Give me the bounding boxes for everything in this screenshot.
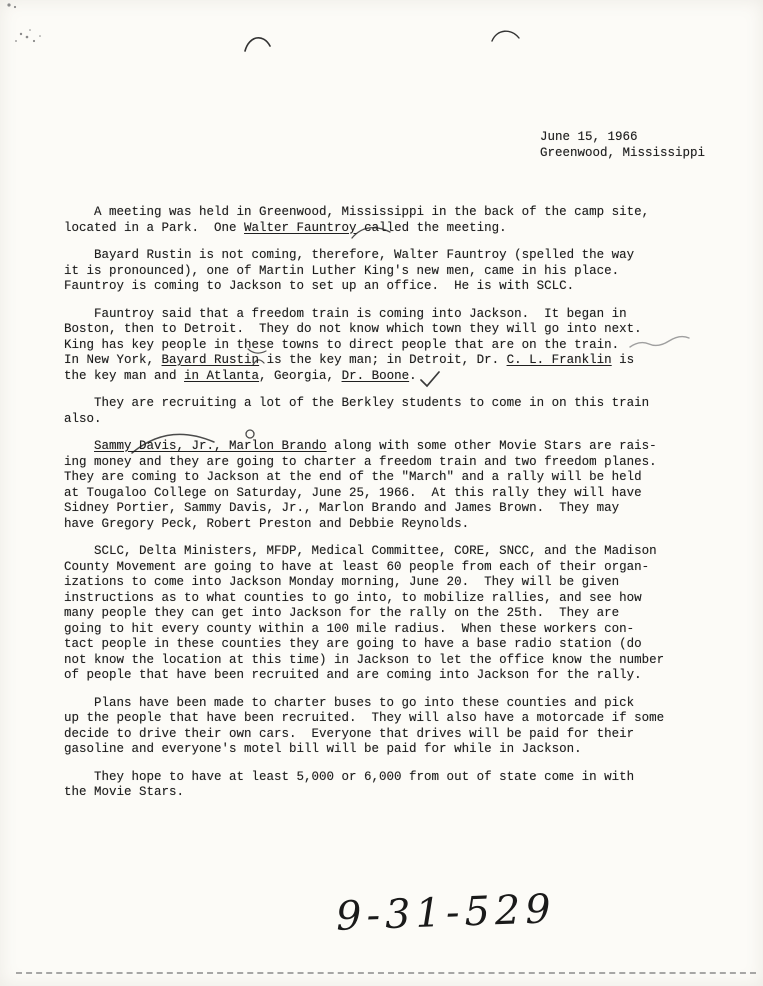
text-line: They are coming to Jackson at the end of the "March" and a rally will be held [64,470,642,484]
text-line: it is pronounced), one of Martin Luther King's new men, came in his place. [64,263,620,278]
paragraph [64,544,724,684]
date-block [540,130,705,161]
text-line: the key man and in Atlanta, Georgia, Dr. Boone. [64,368,417,383]
pen-curve-top-right [492,31,519,41]
text-line: at Tougaloo College on Saturday, June 25, 1966. At this rally they will have [64,485,642,500]
text-line: also. [64,411,102,426]
text-line: ing money and they are going to charter a freedom train and two freedom planes. [64,454,657,469]
bottom-dashed-edge [16,972,756,974]
text-line: decide to drive their own cars. Everyone that drives will be paid for their [64,726,635,741]
text-line: located in a Park. One Walter Fauntroy called the meeting. [64,220,507,235]
date-line: June 15, 1966 [540,130,638,144]
paragraph [64,248,724,295]
text-line: A meeting was held in Greenwood, Mississippi in the back of the camp site, [64,205,650,219]
text-line: up the people that have been recruited. They will also have a motorcade if some [64,711,665,725]
text-line: Fauntroy is coming to Jackson to set up an office. He is with SCLC. [64,279,575,293]
text-line: Plans have been made to charter buses to go into these counties and pick [64,695,635,710]
handwritten-number: 9-31-529 [335,886,557,940]
corner-smudge-dots [7,3,40,42]
text-line: King has key people in these towns to direct people that are on the train. [64,337,620,352]
text-line: izations to come into Jackson Monday morning, June 20. They will be given [64,575,620,589]
text-line: going to hit every county within a 100 mile radius. When these workers con- [64,621,635,636]
text-line: Fauntroy said that a freedom train is coming into Jackson. It began in [64,306,627,321]
text-line: many people they can get into Jackson for the rally on the 25th. They are [64,606,620,620]
text-line: They hope to have at least 5,000 or 6,000 from out of state come in with [64,769,635,784]
place-line: Greenwood, Mississippi [540,145,706,160]
text-line: Sammy Davis, Jr., Marlon Brando along with some other Movie Stars are rais- [94,439,657,453]
text-line: the Movie Stars. [64,785,185,799]
text-line: of people that have been recruited and are coming into Jackson for the rally. [64,668,642,682]
text-line: Sidney Portier, Sammy Davis, Jr., Marlon Brando and James Brown. They may [64,501,620,515]
paragraph [64,396,724,427]
paragraph [64,696,724,758]
paragraph [64,307,724,385]
text-line: tact people in these counties they are going to have a base radio station (do [64,637,642,651]
text-line: instructions as to what counties to go into, to mobilize rallies, and see how [64,590,642,605]
text-line: gasoline and everyone's motel bill will be paid for while in Jackson. [64,742,582,756]
text-line: In New York, Bayard Rustin is the key man; in Detroit, Dr. C. L. Franklin is [64,353,635,367]
paragraph [64,439,724,532]
paragraph [64,770,724,801]
text-line: Boston, then to Detroit. They do not know which town they will go into next. [64,322,642,336]
text-line: They are recruiting a lot of the Berkley students to come in on this train [64,396,650,410]
text-line: SCLC, Delta Ministers, MFDP, Medical Committee, CORE, SNCC, and the Madison [64,544,657,558]
text-line: County Movement are going to have at least 60 people from each of their organ- [64,559,650,574]
text-line: Bayard Rustin is not coming, therefore, Walter Fauntroy (spelled the way [64,248,635,262]
document-body [64,205,724,813]
pen-curve-top-left [245,38,270,51]
text-line: not know the location at this time) in Jackson to let the office know the number [64,652,665,667]
paragraph [64,205,724,236]
text-line: have Gregory Peck, Robert Preston and Debbie Reynolds. [64,516,470,531]
